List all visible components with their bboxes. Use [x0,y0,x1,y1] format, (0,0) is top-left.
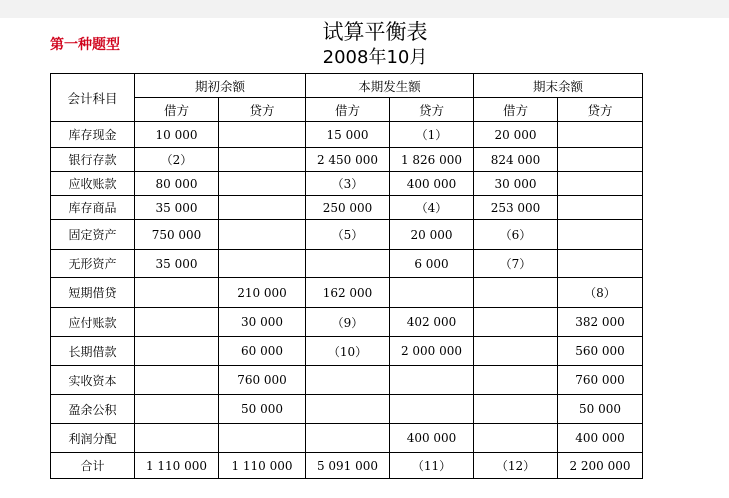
cell-closing-credit [558,196,643,220]
cell-closing-debit: 20 000 [474,122,558,148]
cell-account-name: 应付账款 [51,308,135,337]
cell-period-debit [306,424,390,453]
cell-closing-credit [558,220,643,250]
cell-opening-credit [219,196,306,220]
cell-closing-debit [474,424,558,453]
table-row [51,196,643,220]
cell-period-credit: （1） [390,122,474,148]
cell-closing-credit [558,172,643,196]
cell-closing-debit [474,366,558,395]
cell-closing-credit [558,122,643,148]
subheader-credit: 贷方 [390,98,474,122]
subheader-debit: 借方 [135,98,219,122]
cell-opening-credit [219,424,306,453]
table-row [51,250,643,278]
subheader-credit: 贷方 [558,98,643,122]
cell-closing-debit [474,395,558,424]
cell-opening-credit: 1 110 000 [219,453,306,479]
cell-closing-debit: 30 000 [474,172,558,196]
cell-opening-credit [219,172,306,196]
cell-account-name: 库存现金 [51,122,135,148]
cell-period-debit: 2 450 000 [306,148,390,172]
total-row [51,453,643,479]
cell-closing-credit: 400 000 [558,424,643,453]
table-row [51,220,643,250]
cell-account-name: 短期借贷 [51,278,135,308]
cell-period-credit [390,366,474,395]
cell-period-credit: 402 000 [390,308,474,337]
table-row [51,122,643,148]
cell-period-debit [306,250,390,278]
cell-period-debit: 250 000 [306,196,390,220]
cell-opening-credit [219,122,306,148]
cell-opening-credit [219,250,306,278]
cell-opening-debit: 750 000 [135,220,219,250]
subheader-debit: 借方 [474,98,558,122]
cell-opening-debit: 10 000 [135,122,219,148]
table-row [51,366,643,395]
cell-account-name: 库存商品 [51,196,135,220]
header-account: 会计科目 [51,74,135,122]
cell-period-credit: （4） [390,196,474,220]
cell-closing-credit: 50 000 [558,395,643,424]
cell-opening-credit [219,148,306,172]
cell-opening-debit [135,337,219,366]
cell-period-credit: 400 000 [390,424,474,453]
cell-closing-debit [474,308,558,337]
cell-period-credit: （11） [390,453,474,479]
cell-period-debit [306,366,390,395]
cell-opening-debit: 80 000 [135,172,219,196]
cell-period-debit: （10） [306,337,390,366]
table-row [51,395,643,424]
cell-account-name: 实收资本 [51,366,135,395]
cell-opening-credit: 50 000 [219,395,306,424]
cell-closing-credit: 560 000 [558,337,643,366]
cell-account-name: 盈余公积 [51,395,135,424]
cell-opening-credit: 760 000 [219,366,306,395]
cell-period-credit [390,278,474,308]
subheader-debit: 借方 [306,98,390,122]
cell-opening-debit: 1 110 000 [135,453,219,479]
header-opening-balance: 期初余额 [135,74,306,98]
cell-closing-debit [474,337,558,366]
header-period-activity: 本期发生额 [306,74,474,98]
cell-opening-credit: 30 000 [219,308,306,337]
page-subtitle: 2008年10月 [322,47,428,68]
cell-account-name: 长期借款 [51,337,135,366]
cell-closing-debit: （12） [474,453,558,479]
cell-account-name: 固定资产 [51,220,135,250]
cell-closing-debit [474,278,558,308]
cell-opening-debit [135,278,219,308]
cell-account-name: 无形资产 [51,250,135,278]
subheader-credit: 贷方 [219,98,306,122]
cell-closing-credit [558,250,643,278]
cell-period-credit: 6 000 [390,250,474,278]
cell-closing-debit: 824 000 [474,148,558,172]
cell-opening-credit: 60 000 [219,337,306,366]
table-body [51,122,643,479]
cell-opening-debit [135,395,219,424]
cell-period-debit: （9） [306,308,390,337]
header-closing-balance: 期末余额 [474,74,643,98]
cell-opening-debit: 35 000 [135,250,219,278]
table-row [51,424,643,453]
table-row [51,278,643,308]
cell-opening-debit: 35 000 [135,196,219,220]
cell-period-credit: 400 000 [390,172,474,196]
trial-balance-table [50,73,643,479]
cell-period-debit: 5 091 000 [306,453,390,479]
cell-closing-debit: （7） [474,250,558,278]
cell-opening-credit [219,220,306,250]
cell-opening-credit: 210 000 [219,278,306,308]
cell-opening-debit [135,366,219,395]
table-row [51,172,643,196]
cell-period-debit: 15 000 [306,122,390,148]
cell-closing-credit: （8） [558,278,643,308]
cell-period-credit: 2 000 000 [390,337,474,366]
cell-opening-debit: （2） [135,148,219,172]
cell-closing-debit: 253 000 [474,196,558,220]
table-row [51,337,643,366]
question-type-label: 第一种题型 [50,37,120,53]
cell-period-debit: （5） [306,220,390,250]
cell-period-debit: 162 000 [306,278,390,308]
table-row [51,308,643,337]
cell-closing-debit: （6） [474,220,558,250]
table-row [51,148,643,172]
cell-account-name: 合计 [51,453,135,479]
cell-period-credit [390,395,474,424]
cell-closing-credit [558,148,643,172]
top-bar [0,0,729,18]
cell-period-credit: 20 000 [390,220,474,250]
cell-period-debit: （3） [306,172,390,196]
cell-opening-debit [135,308,219,337]
cell-account-name: 银行存款 [51,148,135,172]
cell-closing-credit: 2 200 000 [558,453,643,479]
cell-period-debit [306,395,390,424]
page-title: 试算平衡表 [322,20,428,44]
cell-account-name: 利润分配 [51,424,135,453]
cell-closing-credit: 760 000 [558,366,643,395]
cell-account-name: 应收账款 [51,172,135,196]
cell-closing-credit: 382 000 [558,308,643,337]
cell-period-credit: 1 826 000 [390,148,474,172]
cell-opening-debit [135,424,219,453]
